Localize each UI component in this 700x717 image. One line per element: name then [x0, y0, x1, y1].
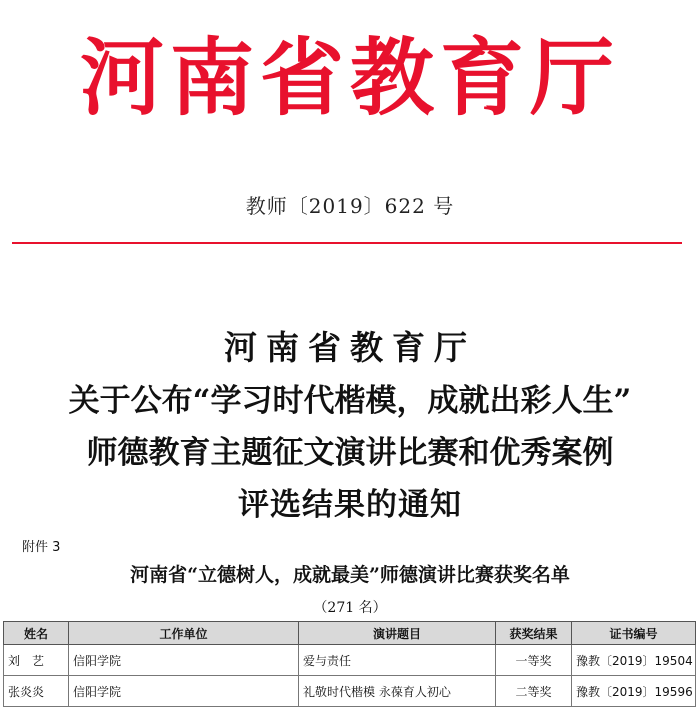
cell-result: 一等奖 — [496, 645, 572, 676]
header-certificate: 证书编号 — [572, 622, 696, 645]
header-topic: 演讲题目 — [299, 622, 496, 645]
cell-topic: 礼敬时代楷模 永葆育人初心 — [299, 676, 496, 707]
table-row — [4, 645, 696, 676]
cell-certificate: 豫教〔2019〕19504 — [572, 645, 696, 676]
attachment-label: 附件 3 — [22, 540, 61, 555]
table-row — [4, 676, 696, 707]
cell-name: 刘 艺 — [4, 645, 69, 676]
header-name: 姓名 — [4, 622, 69, 645]
award-count: （271 名） — [313, 600, 387, 616]
header-unit: 工作单位 — [69, 622, 299, 645]
cell-certificate: 豫教〔2019〕19596 — [572, 676, 696, 707]
award-table — [3, 621, 696, 707]
cell-result: 二等奖 — [496, 676, 572, 707]
notice-title-line-3: 师德教育主题征文演讲比赛和优秀案例 — [86, 435, 614, 471]
document-number: 教师〔2019〕622 号 — [245, 194, 455, 218]
cell-unit: 信阳学院 — [69, 676, 299, 707]
award-list-title: 河南省“立德树人，成就最美”师德演讲比赛获奖名单 — [130, 564, 570, 586]
masthead-title: 河南省教育厅 — [79, 28, 620, 127]
cell-name: 张炎炎 — [4, 676, 69, 707]
header-result: 获奖结果 — [496, 622, 572, 645]
notice-title-line-4: 评选结果的通知 — [238, 487, 462, 523]
red-divider — [12, 242, 682, 244]
cell-topic: 爱与责任 — [299, 645, 496, 676]
notice-title-line-1: 河南省教育厅 — [224, 328, 476, 367]
table-header-row — [4, 622, 696, 645]
cell-unit: 信阳学院 — [69, 645, 299, 676]
notice-title-line-2: 关于公布“学习时代楷模，成就出彩人生” — [68, 383, 632, 419]
